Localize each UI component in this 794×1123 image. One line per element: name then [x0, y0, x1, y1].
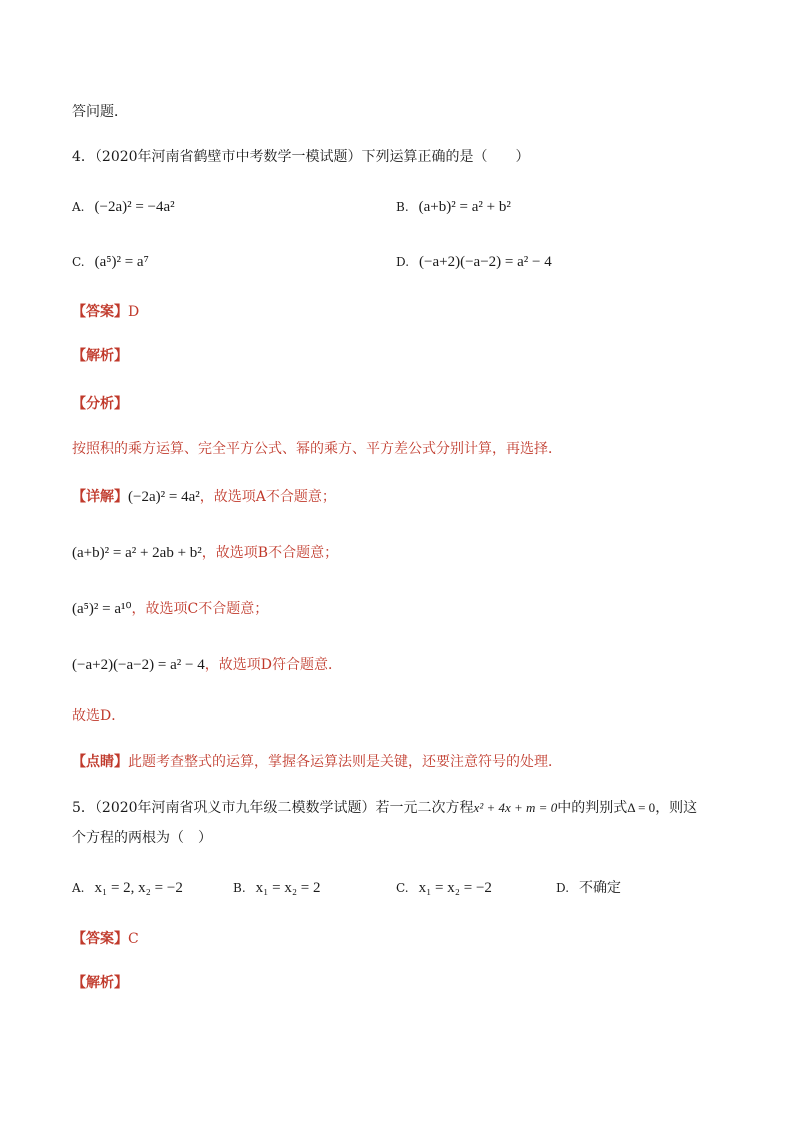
q5-option-a	[72, 878, 183, 899]
option-label: B.	[396, 200, 409, 214]
option-label: B.	[233, 881, 246, 895]
q5-discriminant: Δ = 0	[627, 800, 656, 815]
q5-stem-part-c: ，则这	[655, 800, 698, 816]
detail-tag: 【详解】	[72, 489, 128, 505]
option-expr: x₁ = x₂ = −2	[418, 880, 492, 896]
q4-detail-line-4	[72, 655, 342, 675]
q4-comment	[72, 752, 562, 772]
answer-tag: 【答案】	[72, 304, 128, 320]
option-expr: (a⁵)² = a⁷	[94, 254, 149, 270]
detail-math: (−2a)² = 4a²	[128, 489, 200, 505]
comment-text: 此题考查整式的运算，掌握各运算法则是关键，还要注意符号的处理．	[128, 754, 562, 770]
detail-text: ，故选项D符合题意．	[204, 657, 342, 673]
q4-detail-line-3	[72, 599, 268, 619]
q5-equation: x² + 4x + m = 0	[473, 800, 558, 815]
q5-answer	[72, 929, 139, 949]
detail-math: (−a+2)(−a−2) = a² − 4	[72, 657, 205, 673]
q5-stem-part-b: 中的判别式	[557, 800, 628, 816]
option-label: A.	[72, 200, 85, 214]
q5-stem-line-2: 个方程的两根为（ ）	[72, 830, 212, 846]
option-label: A.	[72, 881, 85, 895]
q5-option-b	[233, 878, 321, 899]
option-expr: (a+b)² = a² + b²	[418, 199, 511, 215]
q4-option-b	[396, 197, 511, 218]
q4-detail-line-1	[72, 487, 336, 507]
q4-analysis-tag: 【解析】	[72, 348, 128, 364]
q4-answer	[72, 302, 139, 322]
q4-fenxi-text: 按照积的乘方运算、完全平方公式、幂的乘方、平方差公式分别计算，再选择．	[72, 441, 562, 457]
option-expr: (−a+2)(−a−2) = a² − 4	[419, 254, 552, 270]
q4-choose: 故选D．	[72, 708, 126, 724]
detail-text: ，故选项C不合题意；	[131, 601, 269, 617]
q4-option-a	[72, 197, 175, 218]
option-label: C.	[396, 881, 409, 895]
answer-value: D	[128, 304, 140, 320]
q5-stem-line-1	[72, 798, 697, 818]
answer-value: C	[128, 931, 139, 947]
q5-option-d	[556, 878, 621, 899]
detail-math: (a⁵)² = a¹⁰	[72, 601, 132, 617]
q4-fenxi-tag: 【分析】	[72, 396, 128, 412]
option-expr: x₁ = 2, x₂ = −2	[94, 880, 183, 896]
q5-stem-part-a: 5．（2020年河南省巩义市九年级二模数学试题）若一元二次方程	[72, 800, 474, 816]
option-label: C.	[72, 255, 85, 269]
q4-stem: 4．（2020年河南省鹤壁市中考数学一模试题）下列运算正确的是（ ）	[72, 149, 530, 165]
option-expr: 不确定	[579, 880, 622, 896]
detail-math: (a+b)² = a² + 2ab + b²	[72, 545, 202, 561]
q5-analysis-tag: 【解析】	[72, 975, 128, 991]
option-expr: x₁ = x₂ = 2	[255, 880, 321, 896]
detail-text: ，故选项A不合题意；	[199, 489, 336, 505]
answer-tag: 【答案】	[72, 931, 128, 947]
option-label: D.	[556, 881, 570, 895]
q4-detail-line-2	[72, 543, 338, 563]
option-expr: (−2a)² = −4a²	[94, 199, 175, 215]
q4-option-d	[396, 252, 552, 273]
comment-tag: 【点睛】	[72, 754, 128, 770]
option-label: D.	[396, 255, 410, 269]
detail-text: ，故选项B不合题意；	[201, 545, 339, 561]
intro-tail: 答问题．	[72, 104, 128, 120]
q4-option-c	[72, 252, 149, 273]
q5-option-c	[396, 878, 492, 899]
